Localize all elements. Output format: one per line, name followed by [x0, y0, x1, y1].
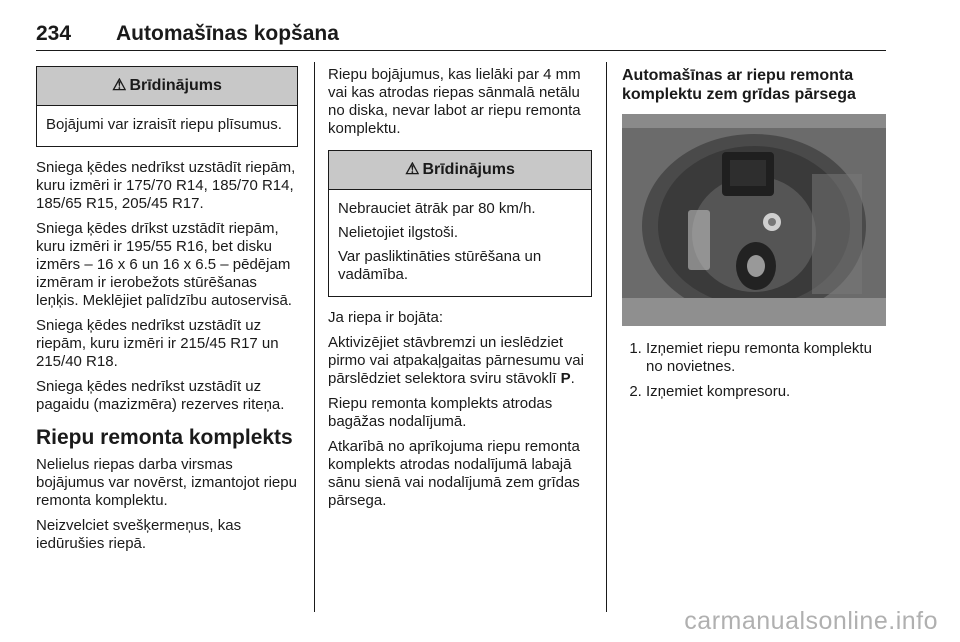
text-run: Aktivizējiet stāvbremzi un ieslēdziet pirmo vai atpakaļgaitas pārnesumu vai pārslēdziet selektora sviru stāvoklī: [328, 334, 584, 387]
paragraph: Sniega ķēdes nedrīkst uzstādīt uz pagaidu (mazizmēra) rezerves riteņa.: [36, 378, 285, 413]
paragraph: Ja riepa ir bojāta:: [328, 309, 444, 326]
warning-header: [329, 151, 591, 190]
warning-line: Var pasliktināties stūrēšana un vadāmība.: [338, 248, 542, 283]
column-3: [622, 66, 892, 408]
tire-repair-kit-photo: [622, 114, 886, 326]
column-1: [36, 66, 298, 560]
section-heading: Riepu remonta komplekts: [36, 426, 293, 449]
warning-triangle-icon: ⚠: [405, 161, 420, 178]
warning-line: Nebrauciet ātrāk par 80 km/h.: [338, 200, 536, 217]
column-divider: [314, 62, 315, 612]
watermark: carmanualsonline.info: [684, 607, 938, 635]
warning-line: Nelietojiet ilgstoši.: [338, 224, 459, 241]
warning-body: [37, 106, 297, 146]
warning-label: Brīdinājums: [422, 161, 515, 178]
paragraph: Nelielus riepas darba virsmas bojājumus var novērst, izmantojot riepu remonta komplektu.: [36, 456, 297, 509]
selector-position: P: [560, 370, 571, 387]
paragraph: Riepu remonta komplekts atrodas bagāžas nodalījumā.: [328, 395, 553, 430]
warning-box: [328, 150, 592, 297]
paragraph: Sniega ķēdes drīkst uzstādīt riepām, kuru izmēri ir 195/55 R16, bet disku izmērs – 16 x 6 un 16 x 6.5 – pēdējam izmēram ir ierobežots stūrēšanas leņķis. Meklējiet palīdzību autoservisā.: [36, 220, 292, 309]
warning-header: [37, 67, 297, 106]
warning-triangle-icon: ⚠: [112, 77, 127, 94]
paragraph: Atkarībā no aprīkojuma riepu remonta komplekts atrodas nodalījumā labajā sānu sienā vai nodalījumā zem grīdas pārsega.: [328, 438, 580, 509]
warning-label: Brīdinājums: [129, 77, 222, 94]
column-2: [328, 66, 592, 517]
step-item: 2. Izņemiet kompresoru.: [646, 383, 892, 401]
step-item: 1. Izņemiet riepu remonta komplektu no novietnes.: [646, 340, 892, 376]
paragraph: Neizvelciet svešķermeņus, kas iedūrušies riepā.: [36, 517, 242, 552]
paragraph: Sniega ķēdes nedrīkst uzstādīt uz riepām, kuru izmēri ir 215/45 R17 un 215/40 R18.: [36, 317, 279, 370]
warning-box: [36, 66, 298, 147]
subsection-heading: Automašīnas ar riepu remonta komplektu zem grīdas pārsega: [622, 67, 856, 103]
paragraph: [328, 334, 592, 388]
page-title: Automašīnas kopšana: [116, 22, 339, 45]
text-run: .: [570, 370, 575, 387]
step-list: [622, 340, 892, 401]
page-number: 234: [36, 22, 72, 45]
warning-text: Bojājumi var izraisīt riepu plīsumus.: [46, 116, 282, 133]
paragraph: Sniega ķēdes nedrīkst uzstādīt riepām, kuru izmēri ir 175/70 R14, 185/70 R14, 185/65 R15, 205/45 R17.: [36, 159, 296, 212]
trunk-illustration: [622, 114, 886, 326]
column-divider: [606, 62, 607, 612]
warning-body: [329, 190, 591, 296]
paragraph: Riepu bojājumus, kas lielāki par 4 mm vai kas atrodas riepas sānmalā netālu no diska, nevar labot ar riepu remonta komplektu.: [328, 66, 581, 137]
page-header: [36, 22, 886, 51]
